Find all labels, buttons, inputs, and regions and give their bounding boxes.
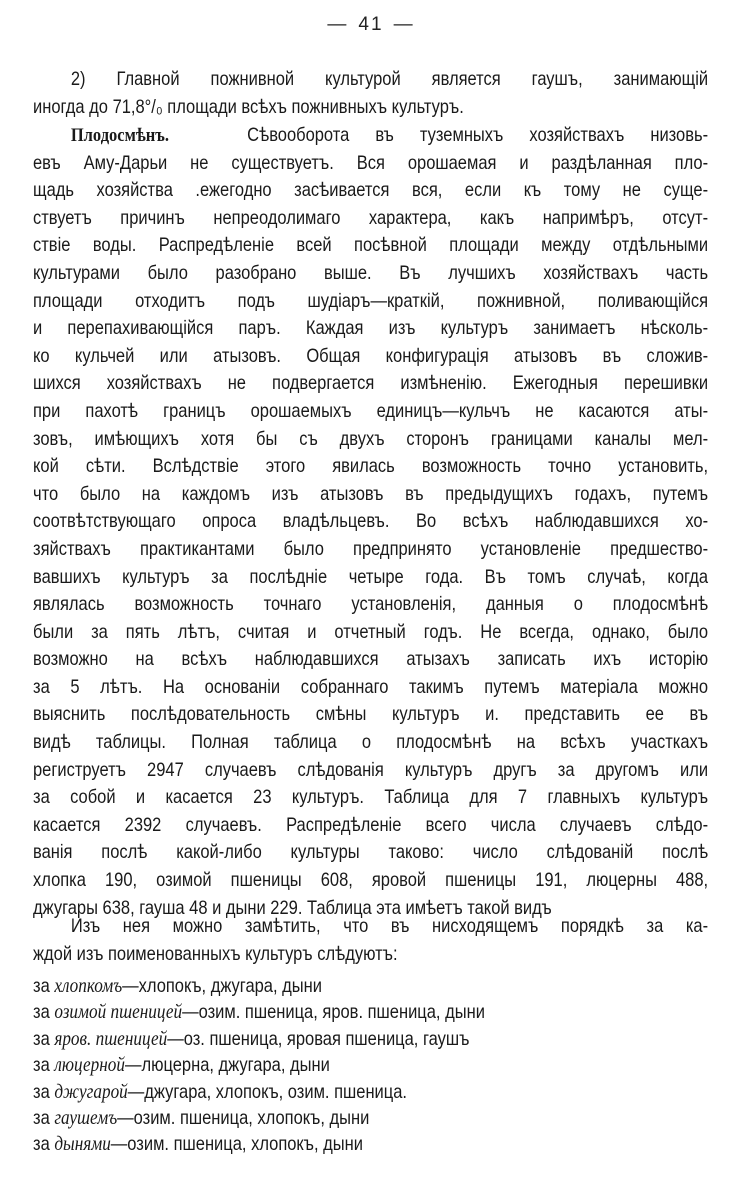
succession-list [33,973,485,1158]
text-line-first [33,122,708,150]
text-line: Изъ нея можно замѣтить, что въ нисходящемъ порядкѣ за ка- [70,916,709,937]
text-line: выяснить послѣдовательность смѣны культуръ и. представить ее въ [33,704,709,726]
text-line: региструетъ 2947 случаевъ слѣдованія культуръ другъ за другомъ или [33,759,709,781]
text-line: иногда до 71,8°/₀ площади всѣхъ пожнивныхъ культуръ. [33,96,464,118]
text-line: ждой изъ поименованныхъ культуръ слѣдуютъ: [33,943,398,965]
list-term: гаушемъ [54,1106,118,1129]
list-follows: —хлопокъ, джугара, дыни [122,976,322,997]
text-line: шихся хозяйствахъ не подвергается измѣненію. Ежегодныя перешивки [33,373,709,395]
text-line: являлась возможность точнаго установленія, данныя о плодосмѣнѣ [33,594,709,616]
paragraph-gaush [33,66,708,121]
list-follows: —озим. пшеница, яров. пшеница, дыни [182,1002,485,1024]
list-follows: —озим. пшеница, хлопокъ, дыни [110,1134,363,1156]
list-item [33,1131,485,1157]
text-line: при пахотѣ границъ орошаемыхъ единицъ—кульчъ не касаются аты- [33,400,709,422]
list-prefix: за [33,1055,50,1077]
text-line: 2) Главной пожнивной культурой является гаушъ, занимающій [70,69,709,90]
list-prefix: за [33,976,50,997]
text-line: кой сѣти. Вслѣдствіе этого явилась возможность точно установить, [33,456,709,478]
text-line: хлопка 190, озимой пшеницы 608, яровой пшеницы 191, люцерны 488, [33,870,709,892]
list-prefix: за [33,1107,50,1129]
list-term: дынями [54,1133,111,1156]
list-follows: —оз. пшеница, яровая пшеница, гаушъ [167,1028,470,1050]
list-item [33,1105,485,1131]
paragraph-crop-rotation [33,122,708,922]
text-line: и перепахивающійся паръ. Каждая изъ культуръ занимаетъ нѣсколь- [33,318,709,340]
text-fragment: Сѣвооборота въ туземныхъ хозяйствахъ низовь- [247,125,709,146]
list-follows: —джугара, хлопокъ, озим. пшеница. [127,1081,407,1103]
list-item [33,973,485,999]
text-line: за 5 лѣтъ. На основаніи собраннаго такимъ путемъ матеріала можно [33,676,709,698]
text-line: возможно на всѣхъ наблюдавшихся атызахъ записать ихъ исторію [33,649,709,671]
dash-left: — [327,14,349,35]
section-heading: Плодосмѣнъ. [70,125,170,146]
text-line: ствуетъ причинъ непреодолимаго характера, какъ напримѣръ, отсут- [33,207,709,229]
list-item [33,999,485,1025]
list-follows: —люцерна, джугара, дыни [124,1055,330,1077]
dash-right: — [393,14,415,35]
list-follows: —озим. пшеница, хлопокъ, дыни [117,1107,370,1129]
text-line: были за пять лѣтъ, считая и отчетный годъ. Не всегда, однако, было [33,621,709,643]
list-prefix: за [33,1081,50,1103]
list-term: люцерной [54,1054,125,1077]
list-item [33,1026,485,1052]
text-line: ствіе воды. Распредѣленіе всей посѣвной площади между отдѣльными [33,235,709,257]
text-line: видѣ таблицы. Полная таблица о плодосмѣнѣ на всѣхъ участкахъ [33,732,709,754]
text-line: вавшихъ культуръ за послѣдніе четыре года. Въ томъ случаѣ, когда [33,566,709,588]
text-line: зовъ, имѣющихъ хотя бы съ двухъ сторонъ границами каналы мел- [33,428,709,450]
text-line: джугары 638, гауша 48 и дыни 229. Таблица эта имѣетъ такой видъ [33,897,552,919]
text-line: ко кульчей или атызовъ. Общая конфигурація атызовъ въ сложив- [33,345,709,367]
paragraph-intro-list [33,913,708,968]
list-term: яров. пшеницей [54,1027,168,1050]
text-line: площади отходитъ подъ шудіаръ—краткій, пожнивной, поливающійся [33,290,709,312]
text-line: за собой и касается 23 культуръ. Таблица для 7 главныхъ культуръ [33,787,709,809]
text-line: соотвѣтствующаго опроса владѣльцевъ. Во всѣхъ наблюдавшихся хо- [33,511,709,533]
list-term: хлопкомъ [54,975,123,997]
list-item [33,1052,485,1078]
list-prefix: за [33,1028,50,1050]
text-line: что было на каждомъ изъ атызовъ въ предыдущихъ годахъ, путемъ [33,483,709,505]
page-number-value: 41 [358,14,384,35]
list-term: озимой пшеницей [54,1001,183,1024]
list-item [33,1079,485,1105]
text-line: евъ Аму-Дарьи не существуетъ. Вся орошаемая и раздѣланная пло- [33,152,709,174]
list-prefix: за [33,1002,50,1024]
page-number [0,14,742,36]
text-line: ванія послѣ какой-либо культуры таково: число слѣдованій послѣ [33,842,709,864]
list-term: джугарой [54,1080,128,1103]
list-prefix: за [33,1134,50,1156]
text-line: культурами было разобрано выше. Въ лучшихъ хозяйствахъ часть [33,262,709,284]
text-line: зяйствахъ практикантами было предпринято установленіе предшество- [33,538,709,560]
text-line: касается 2392 случаевъ. Распредѣленіе всего числа случаевъ слѣдо- [33,814,709,836]
text-line: щадь хозяйства .ежегодно засѣивается вся, если къ тому не суще- [33,180,709,202]
